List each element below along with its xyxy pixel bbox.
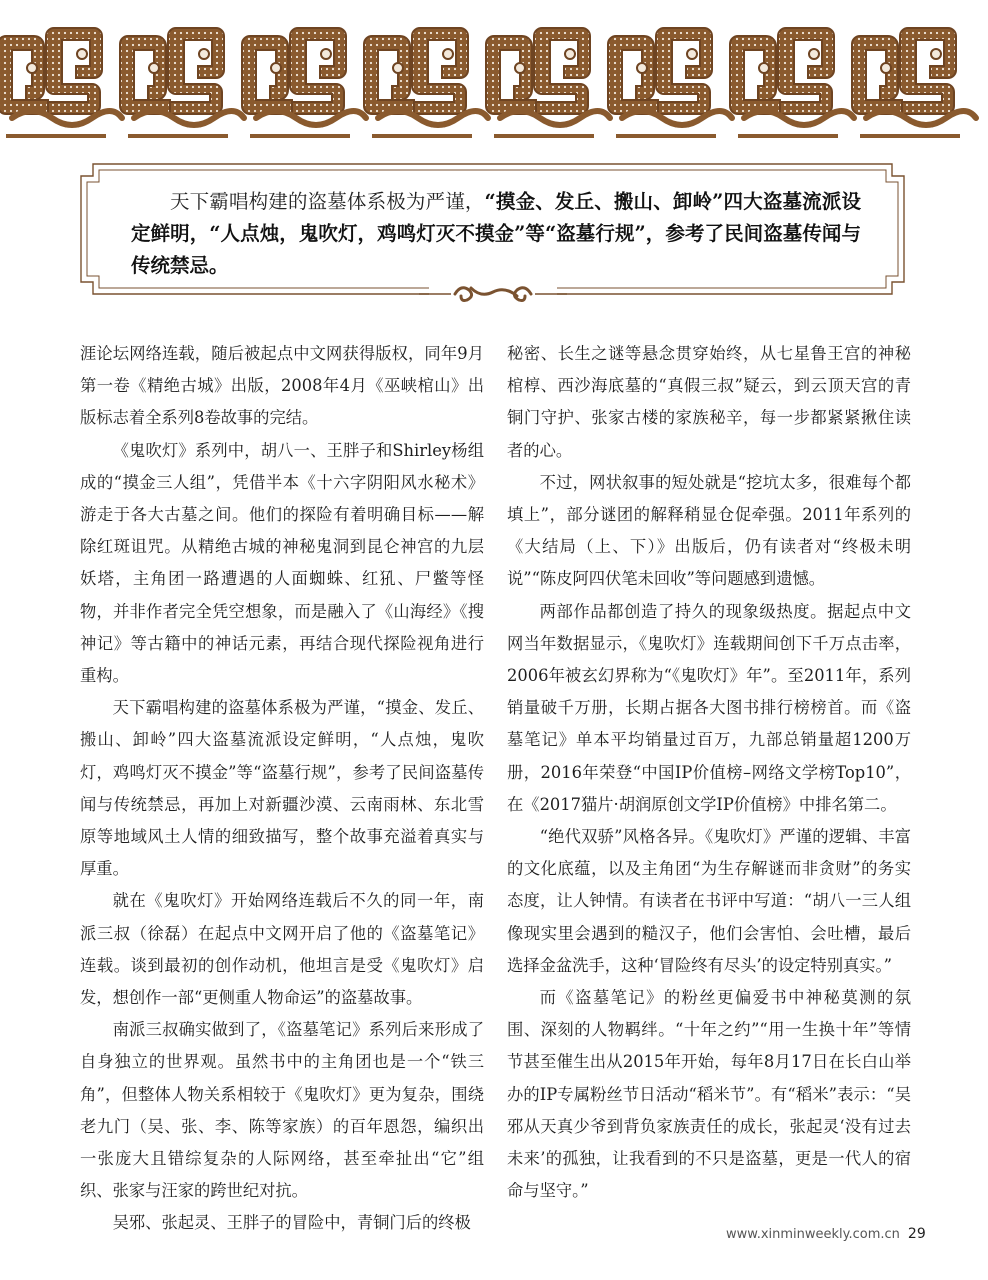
pull-quote-bold: “摸金、发丘、搬山、卸岭”四大盗墓流派设定鲜明，“人点烛，鬼吹灯，鸡鸣灯灭不摸金”等“盗墓行规”，参考了民间盗墓传闻与传统禁忌。 [131,190,861,277]
paragraph: 两部作品都创造了持久的现象级热度。据起点中文网当年数据显示，《鬼吹灯》连载期间创下千万点击率，2006年被玄幻界称为“《鬼吹灯》年”。至2011年，系列销量破千万册，长期占据各大图书排行榜榜首。而《盗墓笔记》单本平均销量过百万，九部总销量超1200万册，2016年荣登“中国IP价值榜–网络文学榜Top10”，在《2017猫片·胡润原创文学IP价值榜》中排名第二。 [507,601,911,814]
footer-url: www.xinminweekly.com.cn [726,1227,900,1242]
pull-quote-text [131,186,861,282]
paragraph: “绝代双骄”风格各异。《鬼吹灯》严谨的逻辑、丰富的文化底蕴，以及主角团“为生存解谜而非贪财”的务实态度，让人钟情。有读者在书评中写道：“胡八一三人组像现实里会遇到的糙汉子，他们会害怕、会吐槽，最后选择金盆洗手，这种‘冒险终有尽头’的设定特别真实。” [507,827,911,975]
paragraph: 就在《鬼吹灯》开始网络连载后不久的同一年，南派三叔（徐磊）在起点中文网开启了他的《盗墓笔记》连载。谈到最初的创作动机，他坦言是受《鬼吹灯》启发，想创作一部“更侧重人物命运”的盗墓故事。 [80,891,484,1008]
page-number: 29 [907,1226,926,1242]
paragraph: 吴邪、张起灵、王胖子的冒险中，青铜门后的终极 [112,1213,471,1233]
right-column [507,338,911,1207]
paragraph: 天下霸唱构建的盗墓体系极为严谨，“摸金、发丘、搬山、卸岭”四大盗墓流派设定鲜明，“人点烛，鬼吹灯，鸡鸣灯灭不摸金”等“盗墓行规”，参考了民间盗墓传闻与传统禁忌，再加上对新疆沙漠、云南雨林、东北雪原等地域风土人情的细致描写，整个故事充溢着真实与厚重。 [80,698,484,879]
paragraph: 涯论坛网络连载，随后被起点中文网获得版权，同年9月第一卷《精绝古城》出版，2008年4月《巫峡棺山》出版标志着全系列8卷故事的完结。 [80,344,484,428]
page-footer [726,1226,926,1242]
top-ornamental-border-icon [0,0,988,148]
paragraph: 南派三叔确实做到了，《盗墓笔记》系列后来形成了自身独立的世界观。虽然书中的主角团也是一个“铁三角”，但整体人物关系相较于《鬼吹灯》更为复杂，围绕老九门（吴、张、李、陈等家族）的百年恩怨，编织出一张庞大且错综复杂的人际网络，甚至牵扯出“它”组织、张家与汪家的跨世纪对抗。 [80,1020,484,1201]
pull-quote-box [79,162,906,308]
paragraph: 秘密、长生之谜等悬念贯穿始终，从七星鲁王宫的神秘棺椁、西沙海底墓的“真假三叔”疑云，到云顶天宫的青铜门守护、张家古楼的家族秘辛，每一步都紧紧揪住读者的心。 [507,344,911,460]
paragraph: 《鬼吹灯》系列中，胡八一、王胖子和Shirley杨组成的“摸金三人组”，凭借半本《十六字阴阳风水秘术》游走于各大古墓之间。他们的探险有着明确目标——解除红斑诅咒。从精绝古城的神秘鬼洞到昆仑神宫的九层妖塔，主角团一路遭遇的人面蜘蛛、红犼、尸鳖等怪物，并非作者完全凭空想象，而是融入了《山海经》《搜神记》等古籍中的神话元素，再结合现代探险视角进行重构。 [80,440,484,686]
pull-quote-normal: 天下霸唱构建的盗墓体系极为严谨， [170,190,485,213]
paragraph: 而《盗墓笔记》的粉丝更偏爱书中神秘莫测的氛围、深刻的人物羁绊。“十年之约”“用一生换十年”等情节甚至催生出从2015年开始，每年8月17日在长白山举办的IP专属粉丝节日活动“稻米节”。有“稻米”表示：“吴邪从天真少爷到背负家族责任的成长，张起灵‘没有过去未来’的孤独，让我看到的不只是盗墓，更是一代人的宿命与坚守。” [507,988,911,1201]
paragraph: 不过，网状叙事的短处就是“挖坑太多，很难每个都填上”，部分谜团的解释稍显仓促牵强。2011年系列的《大结局（上、下）》出版后，仍有读者对“终极未明说”“陈皮阿四伏笔未回收”等问题感到遗憾。 [507,472,911,589]
left-column [80,338,484,1240]
